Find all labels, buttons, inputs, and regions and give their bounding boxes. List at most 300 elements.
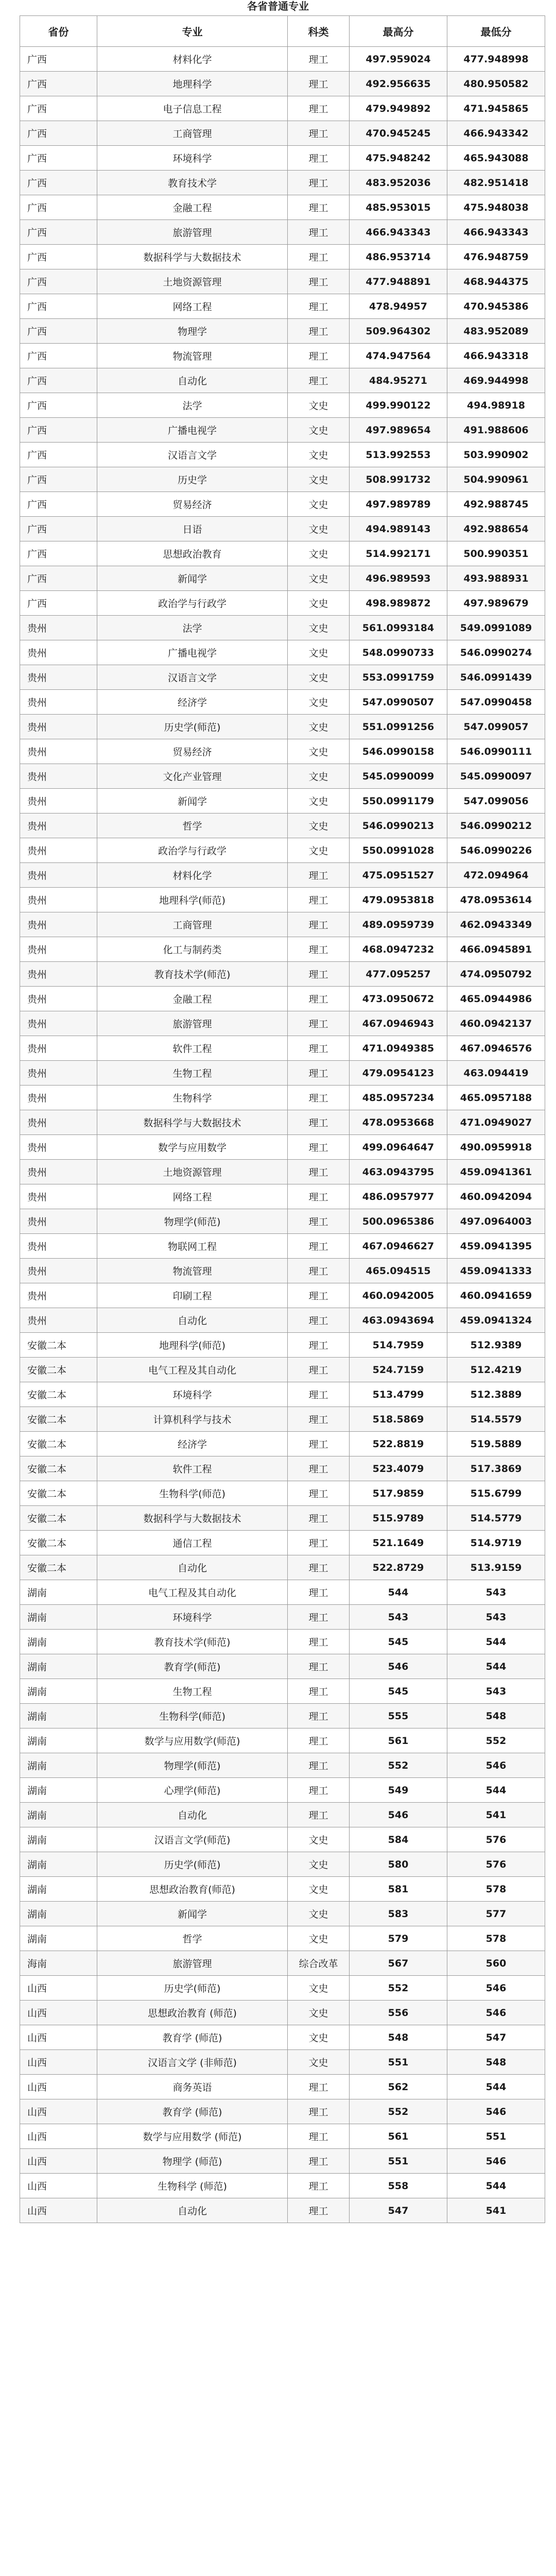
cell-max-score: 485.0957234	[350, 1086, 447, 1110]
cell-category: 理工	[288, 1308, 350, 1333]
cell-major: 广播电视学	[97, 640, 288, 665]
cell-major: 经济学	[97, 690, 288, 715]
cell-category: 理工	[288, 888, 350, 912]
cell-max-score: 548.0990733	[350, 640, 447, 665]
cell-max-score: 555	[350, 1704, 447, 1728]
cell-max-score: 558	[350, 2174, 447, 2198]
cell-province: 广西	[20, 492, 97, 517]
cell-major: 软件工程	[97, 1456, 288, 1481]
cell-category: 理工	[288, 2075, 350, 2099]
table-row	[20, 1877, 545, 1902]
cell-min-score: 560	[447, 1951, 545, 1976]
cell-max-score: 470.945245	[350, 121, 447, 146]
cell-max-score: 463.0943694	[350, 1308, 447, 1333]
cell-category: 理工	[288, 1531, 350, 1555]
cell-min-score: 491.988606	[447, 418, 545, 443]
cell-category: 文史	[288, 838, 350, 863]
cell-province: 湖南	[20, 1605, 97, 1630]
cell-major: 新闻学	[97, 789, 288, 814]
cell-min-score: 547.099057	[447, 715, 545, 739]
table-row	[20, 1803, 545, 1827]
cell-category: 理工	[288, 1803, 350, 1827]
cell-category: 理工	[288, 72, 350, 96]
cell-max-score: 551.0991256	[350, 715, 447, 739]
cell-max-score: 523.4079	[350, 1456, 447, 1481]
cell-max-score: 514.7959	[350, 1333, 447, 1358]
cell-major: 数据科学与大数据技术	[97, 1506, 288, 1531]
table-body	[20, 47, 545, 2223]
cell-max-score: 463.0943795	[350, 1160, 447, 1184]
cell-min-score: 465.0944986	[447, 987, 545, 1011]
cell-province: 贵州	[20, 789, 97, 814]
cell-province: 山西	[20, 2149, 97, 2174]
cell-major: 历史学(师范)	[97, 715, 288, 739]
cell-major: 物理学 (师范)	[97, 2149, 288, 2174]
cell-province: 贵州	[20, 739, 97, 764]
cell-major: 教育学 (师范)	[97, 2099, 288, 2124]
table-row	[20, 2198, 545, 2223]
cell-max-score: 479.0953818	[350, 888, 447, 912]
cell-min-score: 494.98918	[447, 393, 545, 418]
table-row	[20, 443, 545, 467]
cell-category: 理工	[288, 121, 350, 146]
cell-max-score: 497.989789	[350, 492, 447, 517]
cell-province: 贵州	[20, 1234, 97, 1259]
cell-major: 网络工程	[97, 1184, 288, 1209]
table-row	[20, 1506, 545, 1531]
cell-max-score: 468.0947232	[350, 937, 447, 962]
cell-min-score: 475.948038	[447, 195, 545, 220]
cell-province: 贵州	[20, 1160, 97, 1184]
cell-major: 地理科学(师范)	[97, 888, 288, 912]
cell-category: 理工	[288, 1432, 350, 1456]
table-row	[20, 616, 545, 640]
cell-max-score: 486.0957977	[350, 1184, 447, 1209]
cell-province: 广西	[20, 72, 97, 96]
cell-province: 湖南	[20, 1852, 97, 1877]
table-row	[20, 1333, 545, 1358]
table-row	[20, 2149, 545, 2174]
cell-province: 湖南	[20, 1877, 97, 1902]
cell-category: 文史	[288, 1852, 350, 1877]
table-row	[20, 715, 545, 739]
cell-major: 哲学	[97, 1926, 288, 1951]
cell-province: 山西	[20, 2198, 97, 2223]
cell-major: 生物工程	[97, 1679, 288, 1704]
cell-major: 网络工程	[97, 294, 288, 319]
header-max-score: 最高分	[350, 16, 447, 47]
cell-min-score: 515.6799	[447, 1481, 545, 1506]
cell-min-score: 544	[447, 2075, 545, 2099]
table-row	[20, 368, 545, 393]
cell-max-score: 546.0990213	[350, 814, 447, 838]
cell-major: 物理学(师范)	[97, 1209, 288, 1234]
cell-category: 理工	[288, 47, 350, 72]
cell-category: 文史	[288, 2050, 350, 2075]
cell-province: 贵州	[20, 1259, 97, 1283]
cell-category: 理工	[288, 1358, 350, 1382]
cell-max-score: 509.964302	[350, 319, 447, 344]
cell-province: 贵州	[20, 987, 97, 1011]
table-row	[20, 1061, 545, 1086]
cell-category: 文史	[288, 591, 350, 616]
cell-category: 文史	[288, 566, 350, 591]
cell-category: 文史	[288, 1877, 350, 1902]
cell-min-score: 512.9389	[447, 1333, 545, 1358]
cell-min-score: 514.5779	[447, 1506, 545, 1531]
cell-province: 广西	[20, 393, 97, 418]
cell-min-score: 512.3889	[447, 1382, 545, 1407]
cell-max-score: 475.0951527	[350, 863, 447, 888]
table-row	[20, 2075, 545, 2099]
cell-major: 旅游管理	[97, 220, 288, 245]
table-row	[20, 1827, 545, 1852]
cell-category: 理工	[288, 1061, 350, 1086]
cell-min-score: 517.3869	[447, 1456, 545, 1481]
cell-major: 数据科学与大数据技术	[97, 1110, 288, 1135]
table-row	[20, 1259, 545, 1283]
cell-max-score: 517.9859	[350, 1481, 447, 1506]
cell-min-score: 577	[447, 1902, 545, 1926]
cell-max-score: 500.0965386	[350, 1209, 447, 1234]
table-row	[20, 294, 545, 319]
cell-major: 环境科学	[97, 146, 288, 171]
cell-province: 海南	[20, 1951, 97, 1976]
table-row	[20, 195, 545, 220]
cell-min-score: 547	[447, 2025, 545, 2050]
cell-min-score: 546	[447, 2099, 545, 2124]
table-row	[20, 1456, 545, 1481]
cell-province: 湖南	[20, 1728, 97, 1753]
cell-min-score: 513.9159	[447, 1555, 545, 1580]
cell-max-score: 551	[350, 2050, 447, 2075]
cell-max-score: 552	[350, 2099, 447, 2124]
cell-min-score: 459.0941395	[447, 1234, 545, 1259]
cell-max-score: 489.0959739	[350, 912, 447, 937]
cell-province: 湖南	[20, 1803, 97, 1827]
cell-category: 文史	[288, 1827, 350, 1852]
cell-min-score: 543	[447, 1605, 545, 1630]
cell-min-score: 546	[447, 1753, 545, 1778]
cell-category: 理工	[288, 1086, 350, 1110]
cell-min-score: 576	[447, 1852, 545, 1877]
cell-category: 文史	[288, 467, 350, 492]
cell-min-score: 545.0990097	[447, 764, 545, 789]
table-row	[20, 1852, 545, 1877]
cell-min-score: 544	[447, 1630, 545, 1654]
cell-major: 印刷工程	[97, 1283, 288, 1308]
cell-province: 广西	[20, 121, 97, 146]
cell-province: 安徽二本	[20, 1382, 97, 1407]
table-row	[20, 1728, 545, 1753]
cell-min-score: 466.943342	[447, 121, 545, 146]
cell-major: 思想政治教育	[97, 541, 288, 566]
cell-min-score: 546.0990111	[447, 739, 545, 764]
table-row	[20, 418, 545, 443]
cell-max-score: 545.0990099	[350, 764, 447, 789]
cell-min-score: 463.094419	[447, 1061, 545, 1086]
cell-category: 理工	[288, 1036, 350, 1061]
cell-province: 广西	[20, 517, 97, 541]
cell-major: 心理学(师范)	[97, 1778, 288, 1803]
cell-max-score: 545	[350, 1630, 447, 1654]
cell-major: 汉语言文学 (非师范)	[97, 2050, 288, 2075]
cell-category: 理工	[288, 1135, 350, 1160]
cell-min-score: 546.0990226	[447, 838, 545, 863]
cell-province: 贵州	[20, 838, 97, 863]
cell-major: 自动化	[97, 1803, 288, 1827]
cell-major: 旅游管理	[97, 1011, 288, 1036]
cell-max-score: 478.94957	[350, 294, 447, 319]
cell-category: 理工	[288, 146, 350, 171]
cell-province: 安徽二本	[20, 1506, 97, 1531]
cell-major: 地理科学	[97, 72, 288, 96]
cell-min-score: 465.943088	[447, 146, 545, 171]
cell-max-score: 550.0991028	[350, 838, 447, 863]
cell-major: 化工与制药类	[97, 937, 288, 962]
cell-major: 政治学与行政学	[97, 591, 288, 616]
cell-category: 文史	[288, 789, 350, 814]
cell-min-score: 459.0941324	[447, 1308, 545, 1333]
cell-major: 教育学(师范)	[97, 1654, 288, 1679]
cell-major: 文化产业管理	[97, 764, 288, 789]
cell-province: 贵州	[20, 1135, 97, 1160]
cell-major: 环境科学	[97, 1382, 288, 1407]
cell-category: 理工	[288, 1679, 350, 1704]
cell-min-score: 459.0941361	[447, 1160, 545, 1184]
cell-max-score: 473.0950672	[350, 987, 447, 1011]
cell-major: 自动化	[97, 1555, 288, 1580]
table-row	[20, 1382, 545, 1407]
cell-max-score: 561	[350, 1728, 447, 1753]
cell-max-score: 543	[350, 1605, 447, 1630]
cell-province: 广西	[20, 591, 97, 616]
cell-min-score: 483.952089	[447, 319, 545, 344]
cell-max-score: 545	[350, 1679, 447, 1704]
table-row	[20, 517, 545, 541]
cell-min-score: 541	[447, 2198, 545, 2223]
cell-min-score: 467.0946576	[447, 1036, 545, 1061]
cell-major: 工商管理	[97, 912, 288, 937]
cell-major: 生物科学(师范)	[97, 1481, 288, 1506]
table-row	[20, 467, 545, 492]
cell-category: 文史	[288, 715, 350, 739]
table-row	[20, 888, 545, 912]
table-row	[20, 47, 545, 72]
cell-max-score: 475.948242	[350, 146, 447, 171]
header-category: 科类	[288, 16, 350, 47]
cell-major: 生物科学(师范)	[97, 1704, 288, 1728]
table-row	[20, 1308, 545, 1333]
cell-category: 文史	[288, 541, 350, 566]
cell-province: 广西	[20, 443, 97, 467]
cell-category: 理工	[288, 96, 350, 121]
cell-major: 地理科学(师范)	[97, 1333, 288, 1358]
cell-major: 金融工程	[97, 195, 288, 220]
cell-min-score: 548	[447, 2050, 545, 2075]
cell-category: 理工	[288, 1605, 350, 1630]
table-row	[20, 2124, 545, 2149]
cell-category: 理工	[288, 344, 350, 368]
cell-min-score: 460.0942094	[447, 1184, 545, 1209]
cell-category: 理工	[288, 912, 350, 937]
cell-max-score: 546	[350, 1803, 447, 1827]
cell-max-score: 518.5869	[350, 1407, 447, 1432]
cell-major: 生物科学	[97, 1086, 288, 1110]
table-row	[20, 344, 545, 368]
table-row	[20, 690, 545, 715]
cell-max-score: 522.8729	[350, 1555, 447, 1580]
cell-min-score: 548	[447, 1704, 545, 1728]
cell-category: 综合改革	[288, 1951, 350, 1976]
cell-province: 贵州	[20, 1184, 97, 1209]
table-row	[20, 1778, 545, 1803]
table-row	[20, 1753, 545, 1778]
cell-province: 广西	[20, 146, 97, 171]
cell-category: 理工	[288, 1481, 350, 1506]
cell-province: 广西	[20, 319, 97, 344]
cell-max-score: 581	[350, 1877, 447, 1902]
cell-major: 物理学	[97, 319, 288, 344]
header-province: 省份	[20, 16, 97, 47]
cell-major: 物流管理	[97, 1259, 288, 1283]
cell-category: 理工	[288, 962, 350, 987]
table-row	[20, 2025, 545, 2050]
cell-major: 环境科学	[97, 1605, 288, 1630]
cell-category: 文史	[288, 739, 350, 764]
cell-category: 文史	[288, 1926, 350, 1951]
cell-province: 贵州	[20, 1036, 97, 1061]
table-row	[20, 1976, 545, 2001]
cell-max-score: 583	[350, 1902, 447, 1926]
cell-max-score: 524.7159	[350, 1358, 447, 1382]
table-row	[20, 2099, 545, 2124]
cell-major: 教育技术学(师范)	[97, 1630, 288, 1654]
cell-min-score: 476.948759	[447, 245, 545, 269]
cell-major: 法学	[97, 616, 288, 640]
cell-province: 湖南	[20, 1679, 97, 1704]
cell-max-score: 471.0949385	[350, 1036, 447, 1061]
cell-max-score: 499.990122	[350, 393, 447, 418]
cell-min-score: 460.0941659	[447, 1283, 545, 1308]
cell-province: 广西	[20, 47, 97, 72]
cell-major: 思想政治教育 (师范)	[97, 2001, 288, 2025]
cell-min-score: 543	[447, 1679, 545, 1704]
cell-max-score: 483.952036	[350, 171, 447, 195]
cell-major: 思想政治教育(师范)	[97, 1877, 288, 1902]
cell-province: 安徽二本	[20, 1407, 97, 1432]
cell-max-score: 546	[350, 1654, 447, 1679]
cell-province: 湖南	[20, 1630, 97, 1654]
cell-major: 汉语言文学(师范)	[97, 1827, 288, 1852]
cell-province: 贵州	[20, 640, 97, 665]
cell-category: 理工	[288, 2149, 350, 2174]
cell-province: 湖南	[20, 1704, 97, 1728]
table-row	[20, 1209, 545, 1234]
cell-province: 安徽二本	[20, 1358, 97, 1382]
cell-province: 湖南	[20, 1654, 97, 1679]
cell-category: 理工	[288, 1259, 350, 1283]
cell-max-score: 549	[350, 1778, 447, 1803]
cell-max-score: 553.0991759	[350, 665, 447, 690]
cell-max-score: 477.095257	[350, 962, 447, 987]
table-row	[20, 1704, 545, 1728]
cell-max-score: 552	[350, 1976, 447, 2001]
cell-province: 安徽二本	[20, 1333, 97, 1358]
cell-major: 贸易经济	[97, 739, 288, 764]
cell-max-score: 499.0964647	[350, 1135, 447, 1160]
cell-category: 理工	[288, 1555, 350, 1580]
table-row	[20, 764, 545, 789]
table-row	[20, 2050, 545, 2075]
cell-major: 经济学	[97, 1432, 288, 1456]
table-row	[20, 1580, 545, 1605]
cell-max-score: 492.956635	[350, 72, 447, 96]
cell-province: 贵州	[20, 764, 97, 789]
cell-province: 贵州	[20, 715, 97, 739]
cell-category: 理工	[288, 2099, 350, 2124]
cell-category: 文史	[288, 690, 350, 715]
cell-category: 文史	[288, 393, 350, 418]
cell-min-score: 514.9719	[447, 1531, 545, 1555]
cell-major: 日语	[97, 517, 288, 541]
cell-major: 数学与应用数学	[97, 1135, 288, 1160]
cell-min-score: 578	[447, 1877, 545, 1902]
cell-category: 理工	[288, 1382, 350, 1407]
cell-category: 文史	[288, 2025, 350, 2050]
cell-category: 理工	[288, 368, 350, 393]
cell-max-score: 584	[350, 1827, 447, 1852]
cell-major: 商务英语	[97, 2075, 288, 2099]
cell-min-score: 544	[447, 2174, 545, 2198]
cell-category: 文史	[288, 443, 350, 467]
cell-max-score: 556	[350, 2001, 447, 2025]
cell-max-score: 522.8819	[350, 1432, 447, 1456]
table-row	[20, 1555, 545, 1580]
table-row	[20, 492, 545, 517]
table-row	[20, 838, 545, 863]
cell-province: 山西	[20, 2050, 97, 2075]
cell-min-score: 492.988745	[447, 492, 545, 517]
cell-min-score: 546	[447, 2001, 545, 2025]
table-row	[20, 1135, 545, 1160]
cell-major: 教育技术学(师范)	[97, 962, 288, 987]
cell-min-score: 497.0964003	[447, 1209, 545, 1234]
cell-major: 数据科学与大数据技术	[97, 245, 288, 269]
cell-min-score: 492.988654	[447, 517, 545, 541]
table-row	[20, 2001, 545, 2025]
cell-major: 数学与应用数学 (师范)	[97, 2124, 288, 2149]
header-min-score: 最低分	[447, 16, 545, 47]
cell-major: 教育技术学	[97, 171, 288, 195]
table-row	[20, 1481, 545, 1506]
cell-major: 材料化学	[97, 47, 288, 72]
cell-category: 文史	[288, 665, 350, 690]
cell-max-score: 474.947564	[350, 344, 447, 368]
table-row	[20, 863, 545, 888]
cell-min-score: 551	[447, 2124, 545, 2149]
table-row	[20, 1086, 545, 1110]
cell-min-score: 544	[447, 1778, 545, 1803]
table-row	[20, 1926, 545, 1951]
cell-major: 教育学 (师范)	[97, 2025, 288, 2050]
cell-max-score: 547.0990507	[350, 690, 447, 715]
cell-province: 安徽二本	[20, 1456, 97, 1481]
cell-max-score: 479.0954123	[350, 1061, 447, 1086]
cell-category: 理工	[288, 1704, 350, 1728]
cell-major: 生物科学 (师范)	[97, 2174, 288, 2198]
cell-major: 广播电视学	[97, 418, 288, 443]
